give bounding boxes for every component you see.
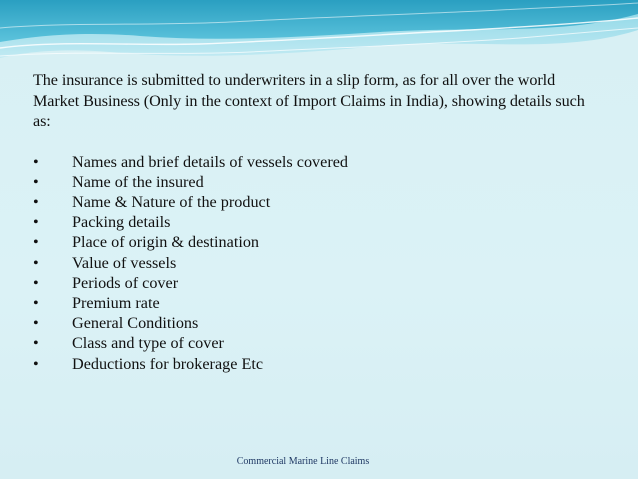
list-item: • Packing details [33,213,171,232]
bullet-icon: • [33,273,39,292]
intro-paragraph: The insurance is submitted to underwriters in a slip form, as for all over the world Market Business (Only in the context of Import Claims in India), showing details such as: [33,71,585,130]
footer-text: Commercial Marine Line Claims [236,456,370,467]
list-item: • Premium rate [33,293,160,312]
list-item: • Name & Nature of the product [33,192,271,211]
list-item: • Place of origin & destination [33,233,260,252]
list-item: • Periods of cover [33,273,179,292]
bullet-icon: • [33,152,39,171]
bullet-icon: • [33,293,39,312]
bullet-icon: • [33,354,39,373]
list-item: • Name of the insured [33,172,204,191]
bullet-icon: • [33,172,39,191]
list-item: • Value of vessels [33,253,177,272]
bullet-icon: • [33,314,39,333]
bullet-icon: • [33,213,39,232]
details-bullet-list [33,152,593,374]
slide-content [33,70,593,374]
list-item: • Class and type of cover [33,334,224,353]
bullet-icon: • [33,334,39,353]
wave-header-decoration [0,0,638,70]
slide-footer [0,456,638,467]
list-item: • Names and brief details of vessels covered [33,152,348,171]
bullet-icon: • [33,192,39,211]
bullet-icon: • [33,253,39,272]
bullet-icon: • [33,233,39,252]
list-item: • Deductions for brokerage Etc [33,354,264,373]
list-item: • General Conditions [33,314,199,333]
